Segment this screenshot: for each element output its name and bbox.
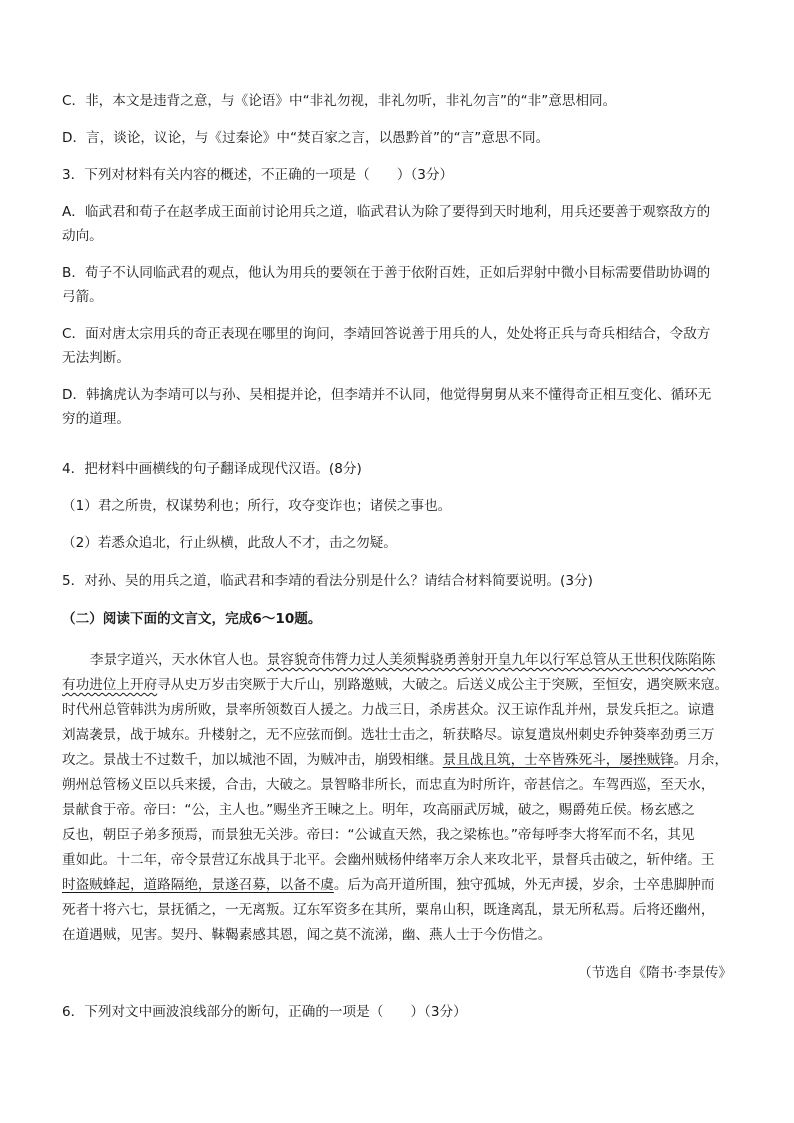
q3-stem: 3．下列对材料有关内容的概述，不正确的一项是（ ）（3分）: [62, 167, 454, 183]
passage-text: 。后为高开道所围，独守孤城，外无声援，岁余，士卒患脚肿而: [333, 877, 715, 893]
passage-line-11: 死者十将六七，景抚循之，一无离叛。辽东军资多在其所，粟帛山积，既逢离乱，景无所私焉。后将还幽州，: [62, 902, 715, 918]
passage-line-10: [62, 874, 732, 896]
passage-text: 李景字道兴，天水休官人也。: [90, 652, 267, 668]
q3-option-c-line2: 无法判断。: [62, 350, 130, 366]
q4-stem: 4．把材料中画横线的句子翻译成现代汉语。(8分): [62, 461, 362, 477]
passage-line-1: [90, 649, 732, 671]
q3-option-b-line1: B．荀子不认同临武君的观点，他认为用兵的要领在于善于依附百姓，正如后羿射中微小目标需要借助协调的: [62, 265, 711, 281]
wavy-underlined-text: 景容貌奇伟膂力过人美须髯骁勇善射开皇九年以行军总管从王世积伐陈陷陈: [266, 652, 716, 668]
passage-line-9: 重如此。十二年，帝令景营辽东战具于北平。会幽州贼杨仲绪率万余人来攻北平，景督兵击破之，斩仲绪。王: [62, 852, 715, 868]
passage-line-8: 反也，朝臣子弟多预焉，而景独无关涉。帝曰：“公诚直天然，我之梁栋也。”帝每呼李大将军而不名，其见: [62, 827, 695, 843]
passage-text: 寻从史万岁击突厥于大斤山，别路邀贼，大破之。后送义成公主于突厥，至恒安，遇突厥来寇。: [157, 677, 729, 693]
q3-option-b-line2: 弓箭。: [62, 289, 103, 305]
q4-sentence-1: （1）君之所贵，权谋势利也；所行，攻夺变诈也；诸侯之事也。: [62, 498, 452, 514]
q2-option-d: D．言，谈论，议论，与《过秦论》中“焚百家之言，以愚黔首”的“言”意思不同。: [62, 130, 550, 146]
q2-option-c: C．非，本文是违背之意，与《论语》中“非礼勿视，非礼勿听，非礼勿言”的“非”意思相同。: [62, 93, 617, 109]
q6-stem: 6．下列对文中画波浪线部分的断句，正确的一项是（ ）（3分）: [62, 1004, 467, 1020]
passage-line-4: 刘嵩袭景，战于城东。升楼射之，无不应弦而倒。选壮士击之，斩获略尽。谅复遣岚州刺史乔钟葵率劲勇三万: [62, 727, 715, 743]
passage-line-3: 时代州总管韩洪为虏所败，景率所领数百人援之。力战三日，杀虏甚众。汉王谅作乱并州，景发兵拒之。谅遣: [62, 702, 715, 718]
passage-line-2: [62, 674, 732, 696]
q3-option-a-line2: 动向。: [62, 228, 103, 244]
q3-option-c-line1: C．面对唐太宗用兵的奇正表现在哪里的询问，李靖回答说善于用兵的人，处处将正兵与奇兵相结合，令敌方: [62, 326, 711, 342]
q3-option-a-line1: A．临武君和荀子在赵孝成王面前讨论用兵之道，临武君认为除了要得到天时地利，用兵还要善于观察敌方的: [62, 204, 711, 220]
passage-text: 。月余，: [673, 752, 729, 768]
passage-line-5: [62, 749, 732, 771]
passage-line-12: 在道遇贼，见害。契丹、靺鞨素感其恩，闻之莫不流涕，幽、燕人士于今伤惜之。: [62, 927, 552, 943]
underlined-sentence: 时盗贼蜂起，道路隔绝，景遂召募，以备不虞: [62, 877, 334, 893]
passage-line-6: 朔州总管杨义臣以兵来援，合击，大破之。景智略非所长，而忠直为时所许，帝甚信之。车驾西巡，至天水，: [62, 777, 715, 793]
q4-sentence-2: （2）若悉众追北，行止纵横，此敌人不才，击之勿疑。: [62, 535, 397, 551]
section-2-heading: （二）阅读下面的文言文，完成6～10题。: [62, 611, 322, 627]
q5-stem: 5．对孙、吴的用兵之道，临武君和李靖的看法分别是什么？请结合材料简要说明。(3分): [62, 573, 593, 589]
passage-source: （节选自《隋书·李景传》: [578, 965, 732, 981]
passage-line-7: 景献食于帝。帝曰：“公，主人也。”赐坐齐王暕之上。明年，攻高丽武厉城，破之，赐爵苑丘侯。杨玄感之: [62, 802, 695, 818]
wavy-underlined-text: 有功进位上开府: [62, 677, 158, 693]
passage-text: 攻之。景战士不过数千，加以城池不固，为贼冲击，崩毁相继。: [62, 752, 443, 768]
q3-option-d-line1: D．韩擒虎认为李靖可以与孙、吴相提并论，但李靖并不认同，他觉得舅舅从来不懂得奇正相互变化、循环无: [62, 387, 712, 403]
underlined-sentence: 景且战且筑，士卒皆殊死斗，屡挫贼锋: [442, 752, 674, 768]
q3-option-d-line2: 穷的道理。: [62, 411, 130, 427]
